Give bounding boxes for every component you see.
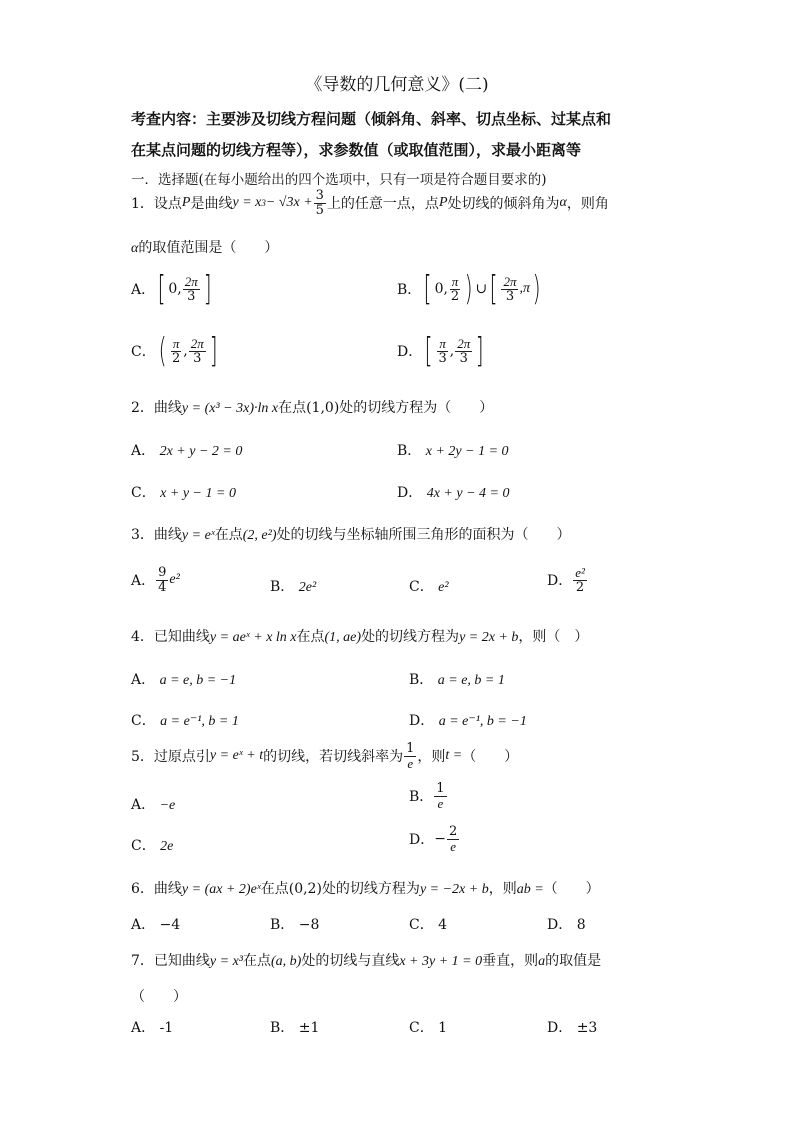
q6-option-b[interactable]: B． −8	[270, 917, 320, 933]
question-4-stem: 4．已知曲线y = aeˣ + x ln x在点(1, ae)处的切线方程为y = 2x + b，则（ ）	[131, 629, 589, 645]
q3-option-b[interactable]: B． 2e²	[270, 579, 317, 595]
q1-num: 1．	[131, 196, 154, 213]
q4-option-c[interactable]: C． a = e⁻¹, b = 1	[131, 713, 239, 729]
q6-equation: y = (ax + 2)eˣ	[181, 882, 261, 897]
q2-option-c[interactable]: C． x + y − 1 = 0	[131, 485, 236, 501]
q6-tangent-line: y = −2x + b	[419, 882, 489, 897]
q1-text-5: ，则角	[566, 196, 609, 213]
q7-line: x + 3y + 1 = 0	[399, 954, 483, 969]
q5-slope: $\frac{1}{e}$	[406, 741, 415, 771]
q7-equation: y = x³	[209, 954, 243, 969]
section-header: 一．选择题(在每小题给出的四个选项中，只有一项是符合题目要求的)	[131, 172, 547, 188]
question-3-stem: 3．曲线y = eˣ在点(2, e²)处的切线与坐标轴所围三角形的面积为（ ）	[131, 527, 571, 543]
q1-text-3: 上的任意一点，点	[326, 196, 439, 213]
q1-text-4: 处切线的倾斜角为	[447, 196, 560, 213]
q3-option-d[interactable]: D． $\frac{\text{e²}}{2}$	[547, 565, 585, 595]
q1-text-1: 设点	[153, 196, 182, 213]
q6-option-c[interactable]: C． 4	[409, 917, 448, 933]
q1-option-b[interactable]: B． [ 0, $\frac{\pi}{2}$ ) ∪ [ $\frac{2\pi}{3}$ ,π )	[397, 269, 541, 309]
q1-eq-fraction: $\frac{3}{5}$	[315, 188, 324, 218]
q2-option-b[interactable]: B． x + 2y − 1 = 0	[397, 443, 509, 459]
q4-equation: y = aeˣ + x ln x	[209, 630, 297, 645]
q1-point-p: P	[181, 195, 191, 211]
question-5-stem: 5．过原点引 y = eˣ + t 的切线，若切线斜率为 $\frac{1}{e}$ ，则 t = （ ）	[131, 741, 519, 771]
q6-option-d[interactable]: D． 8	[547, 917, 586, 933]
q2-option-a[interactable]: A． 2x + y − 2 = 0	[131, 443, 243, 459]
scope-line-1: 考查内容：主要涉及切线方程问题（倾斜角、斜率、切点坐标、过某点和	[131, 110, 612, 128]
scope-line-2: 在某点问题的切线方程等），求参数值（或取值范围），求最小距离等	[131, 141, 582, 159]
q3-option-a[interactable]: A． $\frac{9}{4}$ e²	[131, 565, 180, 595]
q3-option-c[interactable]: C． e²	[409, 579, 449, 595]
q5-option-a[interactable]: A． −e	[131, 797, 176, 813]
q7-option-d[interactable]: D． ±3	[547, 1020, 598, 1036]
q2-option-d[interactable]: D． 4x + y − 4 = 0	[397, 485, 510, 501]
q6-option-a[interactable]: A． −4	[131, 917, 181, 933]
question-2-stem: 2．曲线y = (x³ − 3x)·ln x在点(1,0)处的切线方程为（ ）	[131, 400, 494, 416]
q1-option-d[interactable]: D． [ $\frac{\pi}{3}$ , $\frac{2\pi}{3}$ ]	[397, 331, 484, 371]
q2-point: (1,0)	[306, 400, 340, 416]
q1-option-a[interactable]: A． [ 0, $\frac{2\pi}{3}$ ]	[131, 269, 212, 309]
question-1-stem: 1． 设点 P 是曲线 y = x 3 − √3x + $\frac{3}{5}$ 上的任意一点，点 P 处切线的倾斜角为 α ，则角	[131, 188, 609, 218]
q1-text-2: 是曲线	[190, 196, 233, 213]
q7-option-b[interactable]: B． ±1	[270, 1020, 320, 1036]
q3-point: (2, e²)	[242, 528, 277, 543]
q4-option-b[interactable]: B． a = e, b = 1	[409, 672, 505, 688]
q7-option-c[interactable]: C． 1	[409, 1020, 448, 1036]
q1-eq-mid: − √3x +	[265, 195, 313, 211]
q4-option-a[interactable]: A． a = e, b = −1	[131, 672, 237, 688]
q1-option-c[interactable]: C． ( $\frac{\pi}{2}$ , $\frac{2\pi}{3}$ ]	[131, 331, 218, 371]
q5-option-c[interactable]: C． 2e	[131, 838, 174, 854]
q4-option-d[interactable]: D． a = e⁻¹, b = −1	[409, 713, 527, 729]
q1-point-p-2: P	[438, 195, 448, 211]
q3-equation: y = eˣ	[181, 528, 215, 543]
q4-point: (1, ae)	[324, 630, 362, 645]
q7-option-a[interactable]: A． -1	[131, 1020, 174, 1036]
q5-option-b[interactable]: B． $\frac{1}{e}$	[409, 781, 445, 811]
q6-point: (0,2)	[288, 881, 322, 897]
q4-tangent-line: y = 2x + b	[459, 630, 519, 645]
q7-point: (a, b)	[271, 954, 302, 969]
question-7-stem: 7．已知曲线y = x³在点(a, b)处的切线与直线x + 3y + 1 = 0垂直，则a的取值是	[131, 953, 602, 969]
question-7-answer-paren: （ ）	[131, 989, 187, 1005]
q2-equation: y = (x³ − 3x)·ln x	[181, 401, 279, 416]
q1-alpha-2: α	[131, 241, 139, 256]
q1-text-6: 的取值范围是（ ）	[138, 240, 279, 256]
question-1-stem-cont	[131, 237, 278, 257]
q1-alpha: α	[559, 195, 567, 211]
q5-option-d[interactable]: D． − $\frac{2}{e}$	[409, 824, 458, 854]
question-6-stem: 6．曲线y = (ax + 2)eˣ在点(0,2)处的切线方程为y = −2x + b，则ab =（ ）	[131, 881, 600, 897]
q1-eq-lhs: y = x	[232, 195, 262, 211]
q5-equation: y = eˣ + t	[209, 748, 264, 764]
page-title: 《导数的几何意义》(二)	[305, 75, 489, 95]
